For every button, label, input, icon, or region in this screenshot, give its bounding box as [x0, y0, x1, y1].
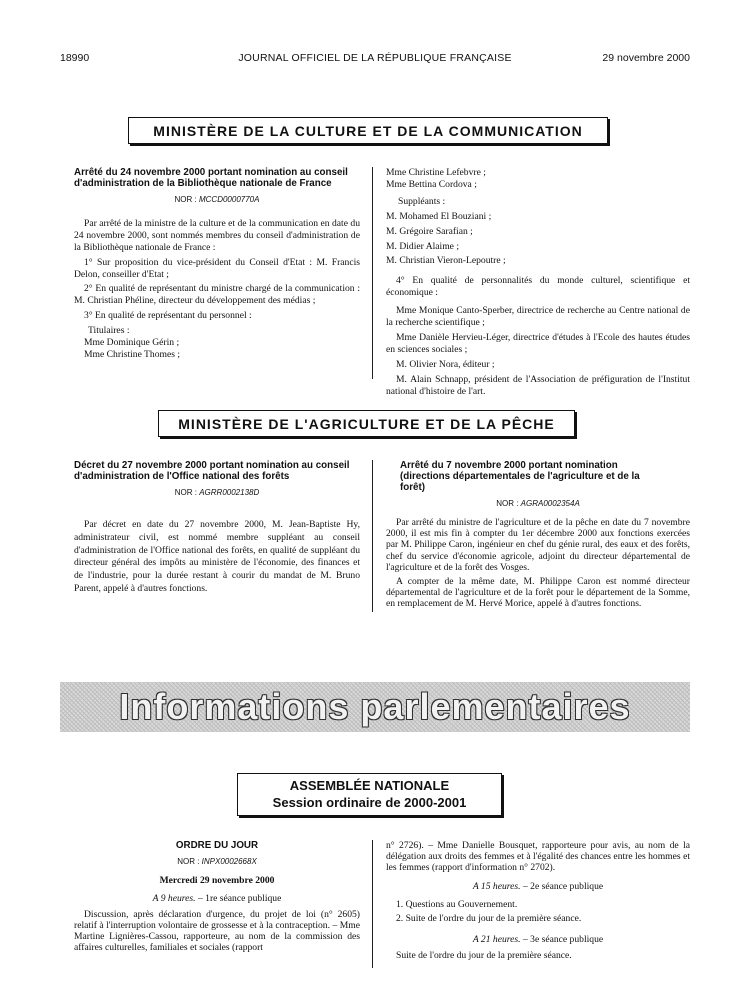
paragraph: Par arrêté du ministre de l'agriculture et de la pêche en date du 7 novembre 2000, il est mis fin à compter du 1er décembre 2000 aux fonctions exercées par M. Philippe Caron, ingénieur en chef du génie rural, des eaux et des forêts, chef du service d'économie agricole, adjoint du directeur départemental de l'agriculture et de la forêt des Vosges.: [386, 516, 690, 573]
paragraph: n° 2726). – Mme Danielle Bousquet, rapporteure pour avis, au nom de la délégation aux droits des femmes et à l'égalité des chances entre les hommes et les femmes (rapport d'information n° 2702).: [386, 840, 690, 873]
session-time: [386, 934, 690, 946]
column-divider: [372, 840, 373, 968]
session-hour: A 21 heures.: [472, 933, 521, 945]
decret-onf-heading: Décret du 27 novembre 2000 portant nomination au conseil d'administration de l'Office national des forêts: [74, 460, 350, 482]
nor-reference: [74, 194, 360, 206]
titulaires-label: Titulaires :: [88, 325, 130, 337]
nor-code: AGRR0002138D: [199, 488, 260, 497]
ordre-left-column: [74, 840, 360, 953]
session-label: – 1re séance publique: [195, 892, 282, 904]
paragraph: M. Alain Schnapp, président de l'Association de préfiguration de l'Institut national d'histoire de l'art.: [386, 373, 690, 397]
assemblee-title: ASSEMBLÉE NATIONALE: [289, 778, 450, 793]
list-item: 2. Suite de l'ordre du jour de la première séance.: [396, 912, 582, 924]
session-hour: A 9 heures.: [152, 892, 196, 904]
session-time: [386, 881, 690, 893]
informations-parlementaires-banner: [60, 682, 690, 732]
nor-label: NOR :: [174, 195, 199, 204]
nor-code: MCCD0000770A: [198, 195, 260, 204]
list-item: Mme Christine Lefebvre ;: [386, 167, 486, 178]
paragraph: Mme Danièle Hervieu-Léger, directrice d'études à l'Ecole des hautes études en sciences sociales ;: [386, 331, 690, 355]
list-item: Mme Bettina Cordova ;: [386, 178, 477, 190]
paragraph: Discussion, après déclaration d'urgence, du projet de loi (n° 2605) relatif à l'interruption volontaire de grossesse et à la contraception. – Mme Martine Lignières-Cassou, rapporteure, au nom de la commission des affaires culturelles, familiales et sociales (rapport: [74, 908, 360, 953]
list-item: Mme Christine Thomes ;: [84, 348, 181, 360]
column-divider: [372, 167, 373, 379]
session-label: – 3e séance publique: [520, 933, 604, 945]
culture-left-column: [74, 167, 360, 361]
ministry-agriculture-title: MINISTÈRE DE L'AGRICULTURE ET DE LA PÊCHE: [158, 410, 575, 437]
paragraph: Par décret en date du 27 novembre 2000, M. Jean-Baptiste Hy, administrateur civil, est nommé membre suppléant au conseil d'administration de l'Office national des forêts, en qualité de suppléant du directeur général des impôts au ministère de l'économie, des finances et de l'industrie, pour la durée restant à courir du mandat de M. Bruno Parent, appelé à d'autres fonctions.: [74, 518, 360, 594]
list-item: M. Grégoire Sarafian ;: [386, 225, 473, 237]
journal-title: JOURNAL OFFICIEL DE LA RÉPUBLIQUE FRANÇAISE: [238, 52, 512, 64]
nor-label: NOR :: [174, 488, 200, 497]
session-time: [74, 893, 360, 905]
paragraph: 2° En qualité de représentant du ministre chargé de la communication : M. Christian Phéline, directeur du développement des médias ;: [74, 283, 360, 307]
session-day: Mercredi 29 novembre 2000: [159, 874, 275, 886]
nor-label: NOR :: [177, 857, 202, 866]
list-item: 1. Questions au Gouvernement.: [396, 898, 518, 910]
list-item: M. Christian Vieron-Lepoutre ;: [386, 255, 506, 267]
assemblee-nationale-box: [237, 773, 502, 816]
arrete-bnf-heading: Arrêté du 24 novembre 2000 portant nomination au conseil d'administration de la Bibliothèque nationale de France: [74, 167, 348, 189]
issue-date: 29 novembre 2000: [602, 52, 690, 64]
nor-reference: [74, 856, 360, 868]
list-item: M. Didier Alaime ;: [386, 240, 460, 252]
ordre-right-column: [386, 840, 690, 962]
session-title: Session ordinaire de 2000-2001: [272, 795, 467, 810]
list-item: M. Mohamed El Bouziani ;: [386, 210, 492, 222]
list-item: Mme Dominique Gérin ;: [84, 337, 180, 349]
banner-title: Informations parlementaires: [119, 686, 631, 727]
nor-code: INPX0002668X: [201, 857, 257, 866]
nor-reference: [386, 498, 690, 510]
nor-reference: [74, 487, 360, 499]
session-label: – 2e séance publique: [520, 881, 604, 892]
column-divider: [372, 460, 373, 612]
paragraph: Suite de l'ordre du jour de la première séance.: [396, 949, 572, 961]
paragraph: A compter de la même date, M. Philippe Caron est nommé directeur départemental de l'agriculture et de la forêt pour le département de la Somme, en remplacement de M. Hervé Morice, appelé à d'autres fonctions.: [386, 575, 690, 610]
agriculture-right-column: [386, 460, 690, 610]
paragraph: Par arrêté de la ministre de la culture et de la communication en date du 24 novembre 2000, sont nommés membres du conseil d'administration de la Bibliothèque nationale de France :: [74, 217, 360, 253]
ordre-du-jour-heading: ORDRE DU JOUR: [175, 840, 259, 851]
paragraph: M. Olivier Nora, éditeur ;: [396, 358, 495, 370]
paragraph: 3° En qualité de représentant du personnel :: [84, 310, 252, 322]
paragraph: 4° En qualité de personnalités du monde culturel, scientifique et économique :: [386, 275, 690, 299]
culture-right-column: [386, 167, 690, 398]
session-hour: A 15 heures.: [472, 881, 521, 892]
agriculture-left-column: [74, 460, 360, 596]
page-number: 18990: [60, 52, 90, 64]
nor-label: NOR :: [496, 499, 521, 508]
paragraph: Mme Monique Canto-Sperber, directrice de recherche au Centre national de la recherche scientifique ;: [386, 305, 690, 329]
nor-code: AGRA0002354A: [520, 499, 580, 508]
ministry-culture-title: MINISTÈRE DE LA CULTURE ET DE LA COMMUNICATION: [128, 117, 608, 144]
suppleants-label: Suppléants :: [398, 195, 446, 207]
arrete-ddaf-heading: Arrêté du 7 novembre 2000 portant nomination (directions départementales de l'agriculture et de la forêt): [400, 460, 640, 493]
paragraph: 1° Sur proposition du vice-président du Conseil d'Etat : M. Francis Delon, conseiller d'Etat ;: [74, 256, 360, 280]
